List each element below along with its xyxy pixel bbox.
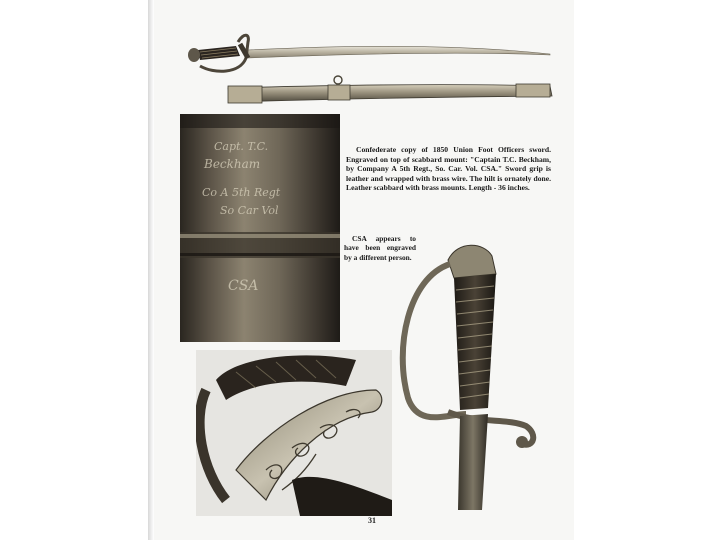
engraving-line-1: Capt. T.C. — [214, 140, 269, 153]
hilt-photo — [388, 238, 554, 510]
engraving-line-3: Co A 5th Regt — [202, 186, 281, 199]
csa-note: CSA appears to have been engraved by a different person. — [344, 234, 416, 262]
engraving-line-2: Beckham — [204, 157, 261, 171]
page-number: 31 — [368, 516, 376, 525]
engraving-csa-mark: CSA — [228, 278, 259, 294]
photo-caption: Confederate copy of 1850 Union Foot Officers sword. Engraved on top of scabbard mount: "Captain T.C. Beckham, by Company A 5th Regt., So. Car. Vol. CSA." Sword grip is leather and wrapped with brass wire. The hilt is ornately done. Leather scabbard with brass mounts. Length - 36 inches. — [346, 145, 551, 193]
engraving-line-4: So Car Vol — [220, 204, 279, 217]
guard-closeup-photo — [196, 350, 392, 516]
engraving-closeup-photo — [180, 114, 340, 342]
scabbard-photo — [224, 72, 556, 110]
